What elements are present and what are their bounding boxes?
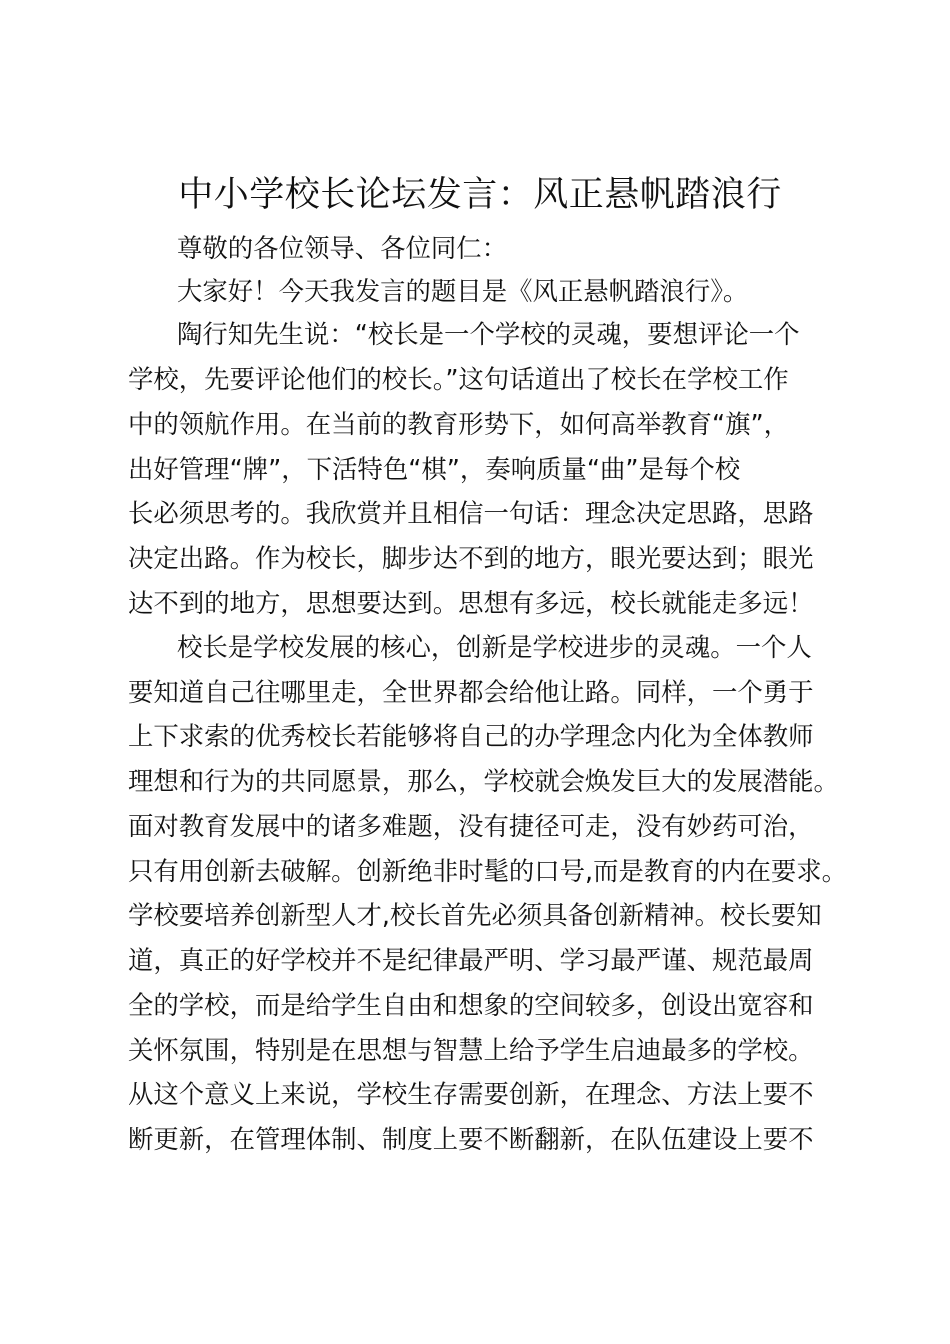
greeting-line: 大家好！今天我发言的题目是《风正悬帆踏浪行》。 bbox=[177, 276, 749, 306]
paragraph-line: 学校，先要评论他们的校长。”这句话道出了校长在学校工作 bbox=[128, 364, 789, 394]
paragraph-line: 道，真正的好学校并不是纪律最严明、学习最严谨、规范最周 bbox=[128, 945, 814, 975]
salutation-line: 尊敬的各位领导、各位同仁： bbox=[177, 233, 508, 263]
paragraph-line: 断更新，在管理体制、制度上要不断翻新，在队伍建设上要不 bbox=[128, 1124, 814, 1154]
paragraph-line: 中的领航作用。在当前的教育形势下，如何高举教育“旗”， bbox=[128, 409, 790, 439]
paragraph-line: 陶行知先生说：“校长是一个学校的灵魂，要想评论一个 bbox=[177, 319, 800, 349]
paragraph-line: 面对教育发展中的诸多难题，没有捷径可走，没有妙药可治， bbox=[128, 811, 814, 841]
paragraph-line: 理想和行为的共同愿景，那么，学校就会焕发巨大的发展潜能。 bbox=[128, 766, 839, 796]
paragraph-line: 校长是学校发展的核心，创新是学校进步的灵魂。一个人 bbox=[177, 632, 812, 662]
paragraph-line: 决定出路。作为校长，脚步达不到的地方，眼光要达到；眼光 bbox=[128, 543, 814, 573]
paragraph-line: 从这个意义上来说，学校生存需要创新，在理念、方法上要不 bbox=[128, 1079, 814, 1109]
paragraph-line: 达不到的地方，思想要达到。思想有多远，校长就能走多远！ bbox=[128, 588, 814, 618]
document-title: 中小学校长论坛发言：风正悬帆踏浪行 bbox=[178, 175, 782, 215]
paragraph-line: 上下求索的优秀校长若能够将自己的办学理念内化为全体教师 bbox=[128, 721, 814, 751]
paragraph-line: 只有用创新去破解。创新绝非时髦的口号,而是教育的内在要求。 bbox=[128, 856, 848, 886]
paragraph-line: 关怀氛围，特别是在思想与智慧上给予学生启迪最多的学校。 bbox=[128, 1035, 814, 1065]
paragraph-line: 要知道自己往哪里走，全世界都会给他让路。同样，一个勇于 bbox=[128, 677, 814, 707]
paragraph-line: 学校要培养创新型人才,校长首先必须具备创新精神。校长要知 bbox=[128, 900, 822, 930]
paragraph-line: 长必须思考的。我欣赏并且相信一句话：理念决定思路，思路 bbox=[128, 498, 814, 528]
paragraph-line: 出好管理“牌”，下活特色“棋”，奏响质量“曲”是每个校 bbox=[128, 454, 741, 484]
paragraph-line: 全的学校，而是给学生自由和想象的空间较多，创设出宽容和 bbox=[128, 990, 814, 1020]
